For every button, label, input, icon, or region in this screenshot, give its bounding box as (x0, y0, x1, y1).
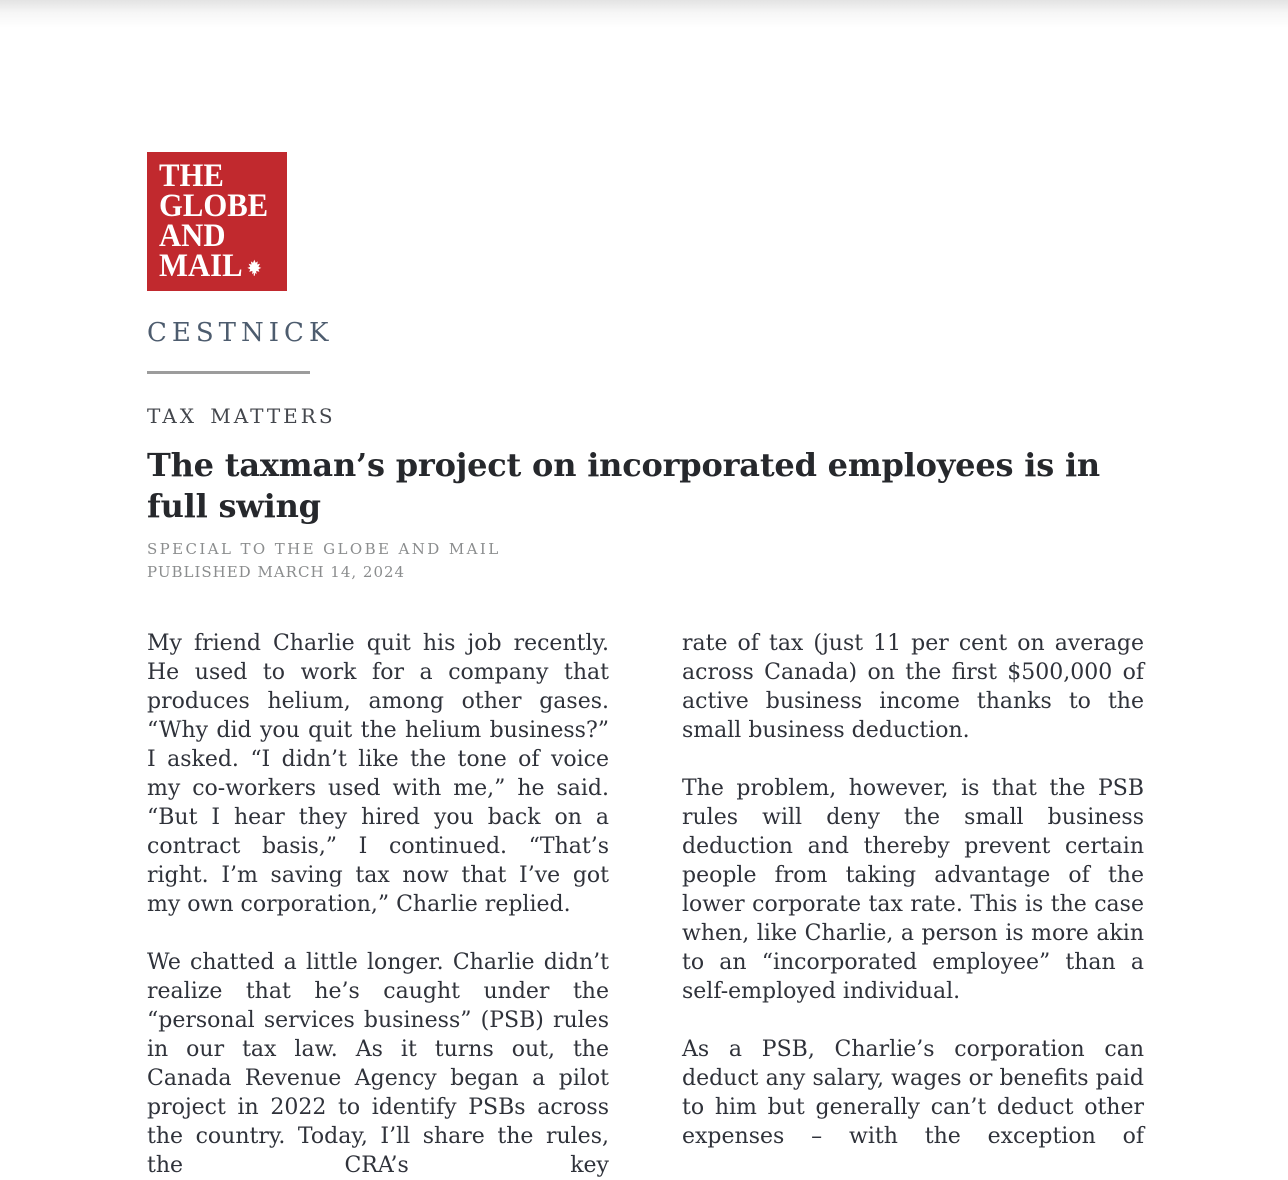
globe-and-mail-logo (147, 152, 287, 291)
article-paragraph: My friend Charlie quit his job recently. He used to work for a company that produces helium, among other gases. “Why did you quit the helium business?” I asked. “I didn’t like the tone of voice my co-workers used with me,” he said. “But I hear they hired you back on a contract basis,” I continued. “That’s right. I’m saving tax now that I’ve got my own corporation,” Charlie replied. (147, 631, 609, 917)
article-paragraph: The problem, however, is that the PSB rules will deny the small business deduction and thereby prevent certain people from taking advantage of the lower corporate tax rate. This is the case when, like Charlie, a person is more akin to an “incorporated employee” than a self-employed individual. (682, 776, 1144, 1004)
article-title-line: full swing (147, 487, 321, 525)
logo-line: GLOBE (159, 188, 269, 224)
logo-wordmark (159, 158, 278, 284)
article-published-date: PUBLISHED MARCH 14, 2024 (147, 563, 406, 581)
left-column (147, 629, 609, 1180)
right-column (682, 629, 1144, 1180)
article-title-line: The taxman’s project on incorporated employees is in (147, 446, 1100, 484)
article-body (147, 629, 1144, 1180)
article-byline: SPECIAL TO THE GLOBE AND MAIL (147, 540, 501, 558)
article-paragraph: We chatted a little longer. Charlie didn’t realize that he’s caught under the “personal services business” (PSB) rules in our tax law. As it turns out, the Canada Revenue Agency began a pilot project in 2022 to identify PSBs across the country. Today, I’ll share the rules, the CRA’s key (147, 950, 609, 1178)
divider-rule (147, 371, 310, 374)
article-paragraph: rate of tax (just 11 per cent on average across Canada) on the first $500,000 of active business income thanks to the small business deduction. (682, 631, 1144, 743)
logo-line-text: MAIL (159, 248, 243, 284)
article-kicker: TAX MATTERS (147, 404, 336, 428)
article-title (147, 445, 1144, 527)
column-author: CESTNICK (147, 318, 334, 348)
maple-leaf-icon (246, 259, 262, 276)
logo-line: AND (159, 218, 226, 254)
article-paragraph: As a PSB, Charlie’s corporation can deduct any salary, wages or benefits paid to him but generally can’t deduct other expenses – with the exception of (682, 1037, 1144, 1149)
logo-line: THE (159, 158, 224, 194)
logo-line (159, 248, 278, 284)
